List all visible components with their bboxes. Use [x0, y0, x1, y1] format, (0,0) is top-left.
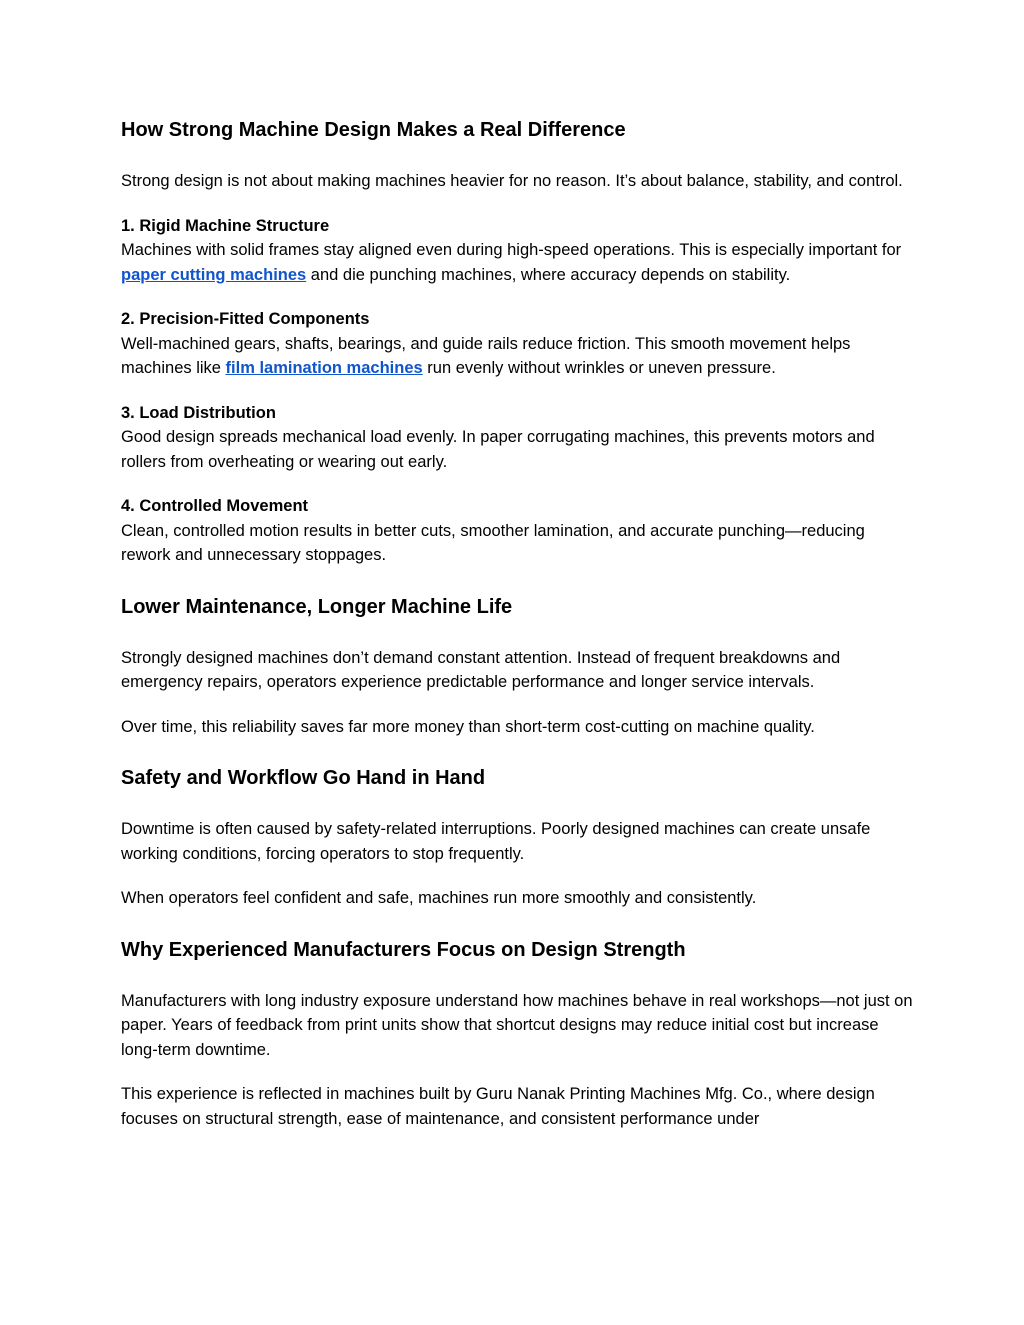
item-text: run evenly without wrinkles or uneven pressure.	[422, 359, 776, 377]
section-heading-maintenance: Lower Maintenance, Longer Machine Life	[121, 595, 513, 618]
item-text: Good design spreads mechanical load evenly. In paper corrugating machines, this prevents motors and rollers from overheating or wearing out early.	[121, 428, 875, 471]
film-lamination-machines-link[interactable]: film lamination machines	[225, 359, 423, 377]
item-text: Well-machined gears, shafts, bearings, and guide rails reduce friction. This smooth movement helps machines like	[121, 334, 851, 377]
section-heading-manufacturers: Why Experienced Manufacturers Focus on Design Strength	[121, 938, 686, 961]
item-title: 3. Load Distribution	[121, 403, 276, 422]
paragraph: Strongly designed machines don’t demand constant attention. Instead of frequent breakdowns and emergency repairs, operators experience predictable performance and longer service intervals.	[121, 648, 841, 691]
paragraph: Downtime is often caused by safety-related interruptions. Poorly designed machines can create unsafe working conditions, forcing operators to stop frequently.	[121, 820, 871, 863]
item-text: Clean, controlled motion results in better cuts, smoother lamination, and accurate punching—reducing rework and unnecessary stoppages.	[121, 521, 865, 564]
item-text: Machines with solid frames stay aligned even during high-speed operations. This is especially important for	[121, 241, 902, 259]
paper-cutting-machines-link[interactable]: paper cutting machines	[121, 265, 307, 284]
item-rigid-structure	[121, 214, 914, 288]
item-title: 2. Precision-Fitted Components	[121, 310, 370, 328]
item-load-distribution	[121, 401, 914, 475]
item-title: 1. Rigid Machine Structure	[121, 216, 330, 235]
item-controlled-movement	[121, 494, 914, 568]
item-title: 4. Controlled Movement	[121, 497, 309, 515]
section-heading-design: How Strong Machine Design Makes a Real Difference	[121, 119, 626, 141]
intro-paragraph: Strong design is not about making machines heavier for no reason. It’s about balance, stability, and control.	[121, 172, 903, 190]
paragraph: Manufacturers with long industry exposure understand how machines behave in real workshops—not just on paper. Years of feedback from print units show that shortcut designs may reduce initial cost but increase long-term downtime.	[121, 991, 913, 1059]
section-heading-safety: Safety and Workflow Go Hand in Hand	[121, 767, 486, 789]
item-text: and die punching machines, where accuracy depends on stability.	[306, 265, 791, 284]
paragraph: This experience is reflected in machines built by Guru Nanak Printing Machines Mfg. Co., where design focuses on structural strength, ease of maintenance, and consistent performance under	[121, 1085, 875, 1128]
paragraph: When operators feel confident and safe, machines run more smoothly and consistently.	[121, 889, 757, 907]
paragraph: Over time, this reliability saves far more money than short-term cost-cutting on machine quality.	[121, 717, 815, 736]
item-precision-components	[121, 307, 914, 381]
